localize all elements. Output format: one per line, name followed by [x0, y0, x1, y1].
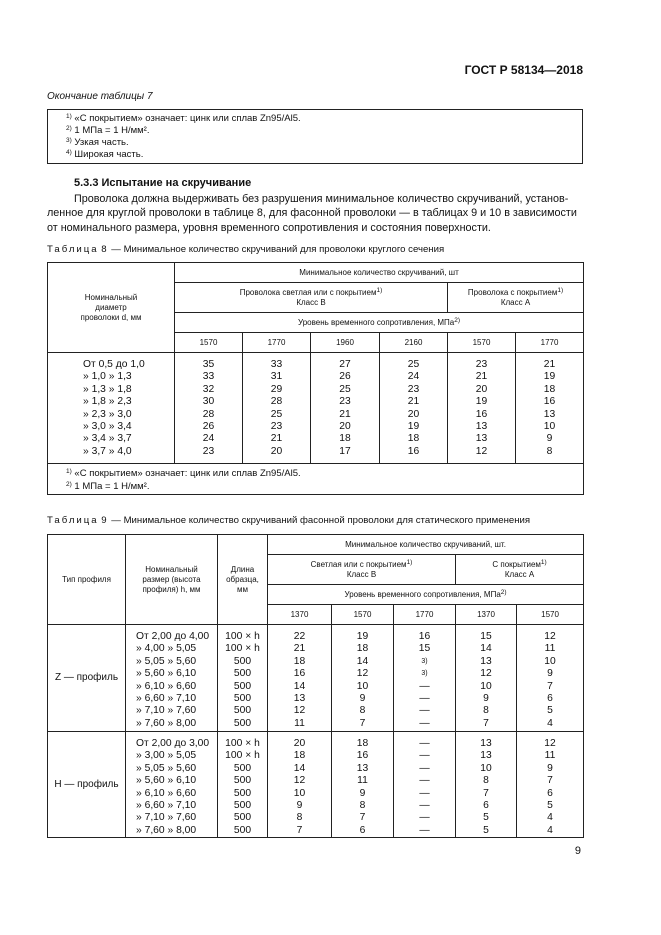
table8-caption: Таблица 8 — Минимальное количество скручиваний для проволоки круглого сечения: [47, 244, 445, 255]
value-column: [517, 732, 584, 838]
cell-value: 13: [475, 421, 488, 433]
size-column: [126, 625, 218, 732]
cell-value: 18: [356, 738, 369, 749]
class-b-header: Проволока светлая или с покрытием$^{1)}$ Класс B: [175, 283, 448, 313]
cell-value: 28: [270, 396, 283, 408]
cell-value: 20: [293, 738, 306, 749]
level-cell: 1570: [175, 333, 243, 353]
profile-type-header: Тип профиля: [48, 535, 126, 625]
cell-value: 5: [483, 824, 489, 836]
cell-value: 10: [480, 680, 492, 692]
cell-value: 13: [475, 433, 488, 445]
cell-value: 8: [296, 812, 303, 824]
cell-value: 4: [547, 812, 553, 824]
cell-value: 12: [544, 738, 556, 749]
cell-value: 7: [483, 717, 489, 729]
size-column: [126, 732, 218, 838]
cell-value: 21: [293, 643, 306, 655]
cell-value: 25: [270, 408, 283, 420]
cell-value: От 0,5 до 1,0: [83, 359, 145, 370]
cell-value: 500: [233, 775, 252, 787]
cell-value: 18: [407, 433, 420, 445]
value-column: [243, 353, 311, 464]
cell-value: 500: [233, 668, 252, 680]
cell-value: 20: [339, 421, 351, 433]
cell-value: 16: [356, 750, 369, 762]
cell-value: » 1,8 » 2,3: [83, 396, 132, 408]
nominal-size-header: Номинальный размер (высота профиля) h, мм: [126, 535, 218, 625]
cell-value: 13: [293, 693, 306, 705]
cell-value: 24: [407, 371, 420, 383]
cell-value: » 5,60 » 6,10: [136, 775, 197, 787]
cell-value: 27: [339, 359, 351, 370]
value-column: [268, 732, 332, 838]
cell-value: 9: [359, 693, 366, 705]
section-paragraph: Проволока должна выдерживать без разрушения минимальное количество скручиваний, установ- ленное для круглой проволоки в таблице 8, для фасонной проволоки — в таблицах 9 и 10 в зависимости от номинального размера, уровня временного сопротивления и состояния поверхности.: [47, 193, 577, 234]
cell-value: 9: [546, 433, 553, 445]
cell-value: 12: [293, 705, 306, 717]
note-line: $^{3)}$ Узкая часть.: [66, 137, 129, 148]
cell-value: 10: [543, 421, 556, 433]
min-twist-header: Минимальное количество скручиваний, шт.: [268, 535, 584, 555]
cell-value: 21: [270, 433, 283, 445]
cell-value: 5: [547, 800, 553, 812]
cell-value: 35: [202, 359, 215, 370]
cell-value: От 2,00 до 3,00: [136, 738, 210, 749]
cell-value: 14: [480, 643, 492, 655]
cell-value: 21: [543, 359, 556, 370]
cell-value: 18: [356, 643, 369, 655]
table8-data: [48, 353, 584, 464]
z-profile-group: [48, 625, 584, 732]
cell-value: 17: [339, 445, 351, 457]
min-twist-header: Минимальное количество скручиваний, шт: [175, 263, 584, 283]
cell-value: » 6,10 » 6,60: [136, 680, 197, 692]
cell-value: 500: [233, 762, 252, 774]
cell-value: » 7,60 » 8,00: [136, 824, 197, 836]
cell-value: 100 × h: [225, 643, 260, 655]
value-column: [311, 353, 380, 464]
cell-value: 9: [359, 787, 366, 799]
value-column: [332, 732, 394, 838]
cell-value: 28: [202, 408, 215, 420]
cell-value: 7: [359, 717, 366, 729]
cell-value: 23: [407, 383, 420, 395]
cell-value: 11: [544, 643, 556, 655]
cell-value: 20: [407, 408, 420, 420]
value-column: [516, 353, 584, 464]
cell-value: 14: [293, 680, 306, 692]
cell-value: 29: [270, 383, 283, 395]
cell-value: 30: [202, 396, 215, 408]
cell-value: 16: [418, 631, 431, 642]
cell-value: 8: [546, 445, 553, 457]
cell-value: 9: [547, 668, 553, 680]
class-b-header: Светлая или с покрытием$^{1)}$ Класс B: [268, 555, 456, 585]
cell-value: 23: [475, 359, 488, 370]
note-line: $^{4)}$ Широкая часть.: [66, 149, 144, 160]
note-line: $^{1)}$ «С покрытием» означает: цинк или сплав Zn95/Al5.: [66, 113, 301, 124]
value-column: [517, 625, 584, 732]
cell-value: » 3,00 » 5,05: [136, 750, 197, 762]
cell-value: 18: [293, 655, 306, 667]
cell-value: » 6,60 » 7,10: [136, 693, 197, 705]
cell-value: » 1,3 » 1,8: [83, 383, 132, 395]
cell-value: 15: [480, 631, 492, 642]
cell-value: 23: [339, 396, 351, 408]
level-cell: 2160: [380, 333, 448, 353]
level-cell: 1570: [332, 605, 394, 625]
class-a-header: С покрытием$^{1)}$ Класс A: [456, 555, 584, 585]
cell-value: 500: [233, 717, 252, 729]
profile-type-cell: H — профиль: [48, 732, 126, 838]
cell-value: 5: [483, 812, 489, 824]
cell-value: 7: [296, 824, 303, 836]
cell-value: 500: [233, 812, 252, 824]
cell-value: 20: [270, 445, 283, 457]
cell-value: 7: [359, 812, 366, 824]
cell-value: —: [419, 824, 430, 836]
page-number: 9: [574, 845, 581, 857]
cell-value: —: [419, 775, 430, 787]
cell-value: 7: [483, 787, 489, 799]
cell-value: —: [419, 762, 430, 774]
cell-value: 4: [547, 824, 553, 836]
cell-value: 25: [339, 383, 351, 395]
cell-value: 19: [543, 371, 556, 383]
cell-value: 26: [339, 371, 351, 383]
sample-length-header: Длина образца, мм: [218, 535, 268, 625]
table8: [47, 262, 584, 495]
cell-value: 16: [543, 396, 556, 408]
cell-value: 9: [296, 800, 303, 812]
level-cell: 1770: [516, 333, 584, 353]
cell-value: —: [419, 800, 430, 812]
table8-notes: [48, 464, 584, 495]
cell-value: 11: [544, 750, 556, 762]
level-cell: 1770: [243, 333, 311, 353]
cell-value: —: [419, 705, 430, 717]
level-cell: 1570: [517, 605, 584, 625]
cell-value: 18: [293, 750, 306, 762]
cell-value: 500: [233, 705, 252, 717]
cell-value: 8: [483, 705, 489, 717]
diameter-column: [48, 353, 175, 464]
cell-value: 19: [407, 421, 420, 433]
cell-value: 5: [547, 705, 553, 717]
level-cell: 1960: [311, 333, 380, 353]
cell-value: 12: [480, 668, 492, 680]
cell-value: 21: [339, 408, 351, 420]
cell-value: 21: [475, 371, 488, 383]
cell-value: » 6,60 » 7,10: [136, 800, 197, 812]
cell-value: 12: [293, 775, 306, 787]
cell-value: От 2,00 до 4,00: [136, 631, 210, 642]
cell-value: » 5,05 » 5,60: [136, 655, 197, 667]
section-title: 5.3.3 Испытание на скручивание: [74, 177, 252, 189]
cell-value: 500: [233, 680, 252, 692]
cell-value: 9: [483, 693, 489, 705]
level-cell: 1370: [268, 605, 332, 625]
cell-value: 10: [544, 655, 556, 667]
cell-value: 18: [339, 433, 351, 445]
cell-value: 100 × h: [225, 750, 260, 762]
cell-value: 13: [543, 408, 556, 420]
standard-header: ГОСТ Р 58134—2018: [464, 63, 583, 77]
cell-value: » 7,10 » 7,60: [136, 705, 197, 717]
cell-value: 25: [407, 359, 420, 370]
value-column: [268, 625, 332, 732]
cell-value: 32: [202, 383, 215, 395]
value-column: [394, 732, 456, 838]
cell-value: 100 × h: [225, 738, 260, 749]
cell-value: 24: [202, 433, 215, 445]
cell-value: 16: [293, 668, 306, 680]
note-line: $^{2)}$ 1 МПа = 1 Н/мм².: [66, 125, 150, 136]
cell-value: » 4,00 » 5,05: [136, 643, 197, 655]
cell-value: —: [419, 717, 430, 729]
cell-value: 100 × h: [225, 631, 260, 642]
cell-value: —: [419, 680, 430, 692]
length-column: [218, 732, 268, 838]
cell-value: » 5,60 » 6,10: [136, 668, 197, 680]
cell-value: 18: [543, 383, 556, 395]
cell-value: 500: [233, 693, 252, 705]
cell-value: » 1,0 » 1,3: [83, 371, 132, 383]
cell-value: 14: [293, 762, 306, 774]
note-line: $^{1)}$ «С покрытием» означает: цинк или сплав Zn95/Al5.: [66, 468, 301, 479]
note-line: $^{2)}$ 1 МПа = 1 Н/мм².: [66, 481, 150, 492]
value-column: [394, 625, 456, 732]
cell-value: 14: [356, 655, 369, 667]
level-cell: 1570: [448, 333, 516, 353]
cell-value: 13: [480, 655, 492, 667]
cell-value: 33: [202, 371, 215, 383]
cell-value: 12: [475, 445, 488, 457]
cell-value: 23: [270, 421, 283, 433]
cell-value: 11: [357, 775, 368, 787]
cell-value: 22: [293, 631, 306, 642]
cell-value: » 2,3 » 3,0: [83, 408, 132, 420]
cell-value: 500: [233, 800, 252, 812]
table7-notes: [47, 109, 583, 164]
cell-value: 16: [475, 408, 488, 420]
profile-type-cell: Z — профиль: [48, 625, 126, 732]
strength-header: Уровень временного сопротивления, МПа$^{2)}$: [175, 313, 584, 333]
cell-value: 13: [356, 762, 369, 774]
cell-value: 10: [480, 762, 492, 774]
table-continuation-caption: Окончание таблицы 7: [47, 91, 153, 102]
cell-value: 9: [547, 762, 553, 774]
cell-value: » 3,4 » 3,7: [83, 433, 132, 445]
value-column: [456, 625, 517, 732]
h-profile-group: [48, 732, 584, 838]
cell-value: 33: [270, 359, 283, 370]
cell-value: 13: [480, 750, 492, 762]
value-column: [448, 353, 516, 464]
cell-value: 8: [359, 800, 366, 812]
cell-value: —: [419, 787, 430, 799]
value-column: [456, 732, 517, 838]
cell-value: 8: [483, 775, 489, 787]
cell-value: 500: [233, 787, 252, 799]
cell-value: 26: [202, 421, 215, 433]
cell-value: » 7,60 » 8,00: [136, 717, 197, 729]
cell-value: 6: [547, 787, 553, 799]
cell-value: 3): [421, 657, 428, 665]
cell-value: 4: [547, 717, 553, 729]
cell-value: 6: [547, 693, 553, 705]
cell-value: 7: [547, 680, 553, 692]
cell-value: 11: [294, 717, 305, 729]
cell-value: 10: [356, 680, 369, 692]
cell-value: 10: [293, 787, 306, 799]
cell-value: 3): [421, 670, 428, 678]
cell-value: 6: [359, 824, 366, 836]
value-column: [380, 353, 448, 464]
strength-header: Уровень временного сопротивления, МПа$^{2)}$: [268, 585, 584, 605]
level-cell: 1770: [394, 605, 456, 625]
cell-value: 16: [407, 445, 420, 457]
cell-value: 20: [475, 383, 488, 395]
class-a-header: Проволока с покрытием$^{1)}$ Класс A: [448, 283, 584, 313]
cell-value: —: [419, 738, 430, 749]
cell-value: 6: [483, 800, 489, 812]
cell-value: 500: [233, 655, 252, 667]
cell-value: 13: [480, 738, 492, 749]
cell-value: 31: [270, 371, 283, 383]
cell-value: 21: [407, 396, 420, 408]
cell-value: 19: [475, 396, 488, 408]
cell-value: —: [419, 812, 430, 824]
cell-value: 7: [547, 775, 553, 787]
value-column: [175, 353, 243, 464]
cell-value: —: [419, 693, 430, 705]
cell-value: » 3,0 » 3,4: [83, 421, 132, 433]
cell-value: » 6,10 » 6,60: [136, 787, 197, 799]
cell-value: 12: [544, 631, 556, 642]
cell-value: 500: [233, 824, 252, 836]
cell-value: —: [419, 750, 430, 762]
cell-value: 23: [202, 445, 215, 457]
cell-value: 19: [356, 631, 369, 642]
cell-value: » 5,05 » 5,60: [136, 762, 197, 774]
cell-value: » 7,10 » 7,60: [136, 812, 197, 824]
diameter-header: Номинальный диаметр проволоки d, мм: [48, 263, 175, 353]
cell-value: » 3,7 » 4,0: [83, 445, 132, 457]
table9: [47, 534, 584, 838]
cell-value: 12: [356, 668, 369, 680]
cell-value: 15: [418, 643, 431, 655]
table9-caption: Таблица 9 — Минимальное количество скручиваний фасонной проволоки для статического применения: [47, 515, 531, 526]
length-column: [218, 625, 268, 732]
level-cell: 1370: [456, 605, 517, 625]
value-column: [332, 625, 394, 732]
cell-value: 8: [359, 705, 366, 717]
